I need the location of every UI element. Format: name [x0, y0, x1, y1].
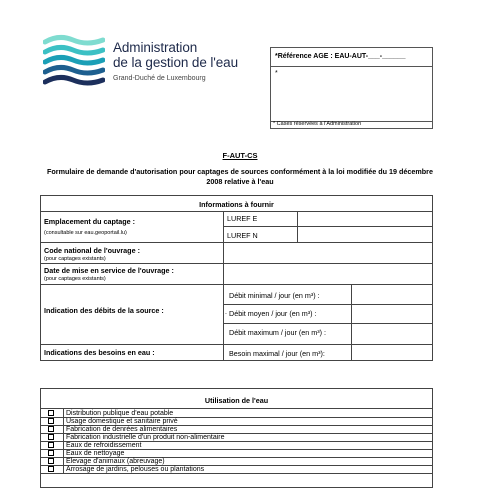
form-title: Formulaire de demande d'autorisation pour captages de sources conformément à la loi modifiée du 19 décembre 2008 relative à l'eau [47, 167, 433, 186]
info-table [40, 195, 433, 361]
reference-box [270, 47, 433, 129]
usage-label: Usage domestique et sanitaire privé [66, 418, 178, 425]
usage-checkbox[interactable] [48, 458, 54, 464]
code-input[interactable] [224, 243, 432, 263]
debit-max-label: Débit maximum / jour (en m³) : [229, 328, 327, 337]
usage-label: Arrosage de jardins, pelouses ou plantations [66, 466, 205, 473]
usage-label: Fabrication de denrées alimentaires [66, 426, 178, 433]
date-label: Date de mise en service de l'ouvrage : [44, 266, 174, 275]
usage-label: Eaux de refroidissement [66, 442, 142, 449]
org-country: Grand-Duché de Luxembourg [113, 75, 206, 82]
administration-logo-icon [43, 34, 105, 94]
usage-label: Elevage d'animaux (abreuvage) [66, 458, 165, 465]
luref-e-label: LUREF E [227, 214, 258, 223]
debit-moy-marker: . [225, 309, 227, 316]
luref-e-input[interactable] [298, 211, 432, 226]
luref-n-input[interactable] [298, 227, 432, 242]
code-label: Code national de l'ouvrage : [44, 246, 140, 255]
usage-checkbox[interactable] [48, 466, 54, 472]
usage-checkbox[interactable] [48, 442, 54, 448]
usage-row [41, 465, 432, 474]
usage-checkbox[interactable] [48, 418, 54, 424]
reference-footer [271, 121, 432, 128]
besoin-max-input[interactable] [352, 345, 432, 361]
emplacement-label: Emplacement du captage : [44, 217, 136, 226]
date-input[interactable] [224, 264, 432, 284]
usage-label: Fabrication industrielle d'un produit non-alimentaire [66, 434, 225, 441]
emplacement-sub: (consultable sur eau.geoportail.lu) [44, 230, 127, 236]
debit-min-label: Débit minimal / jour (en m³) : [229, 291, 320, 300]
usage-checkbox[interactable] [48, 426, 54, 432]
debit-max-input[interactable] [352, 324, 432, 344]
usage-checkbox[interactable] [48, 434, 54, 440]
usage-checkbox[interactable] [48, 450, 54, 456]
luref-n-label: LUREF N [227, 231, 258, 240]
org-name-line1: Administration [113, 40, 198, 55]
usage-checkbox[interactable] [48, 410, 54, 416]
form-code: F-AUT-CS [222, 151, 258, 160]
debit-min-input[interactable] [352, 285, 432, 304]
reference-header [271, 48, 432, 67]
besoin-max-label: Besoin maximal / jour (en m³): [229, 349, 325, 358]
reference-field[interactable]: * [275, 70, 278, 77]
usage-table [40, 388, 433, 488]
reference-title: *Référence AGE : EAU-AUT-___-______ [275, 53, 406, 60]
usage-label: Distribution publique d'eau potable [66, 410, 174, 417]
info-table-heading: Informations à fournir [199, 200, 274, 209]
usage-label: Eaux de nettoyage [66, 450, 125, 457]
code-sub: (pour captages existants) [44, 256, 106, 262]
reference-note: * Cases réservées à l'Administration [273, 121, 362, 127]
debit-moy-label: Débit moyen / jour (en m³) : [229, 309, 317, 318]
date-sub: (pour captages existants) [44, 276, 106, 282]
org-name-line2: de la gestion de l'eau [113, 55, 238, 70]
debit-moy-input[interactable] [352, 305, 432, 323]
debits-label: Indication des débits de la source : [44, 306, 164, 315]
usage-table-heading: Utilisation de l'eau [204, 396, 269, 405]
besoins-label: Indications des besoins en eau : [44, 348, 155, 357]
